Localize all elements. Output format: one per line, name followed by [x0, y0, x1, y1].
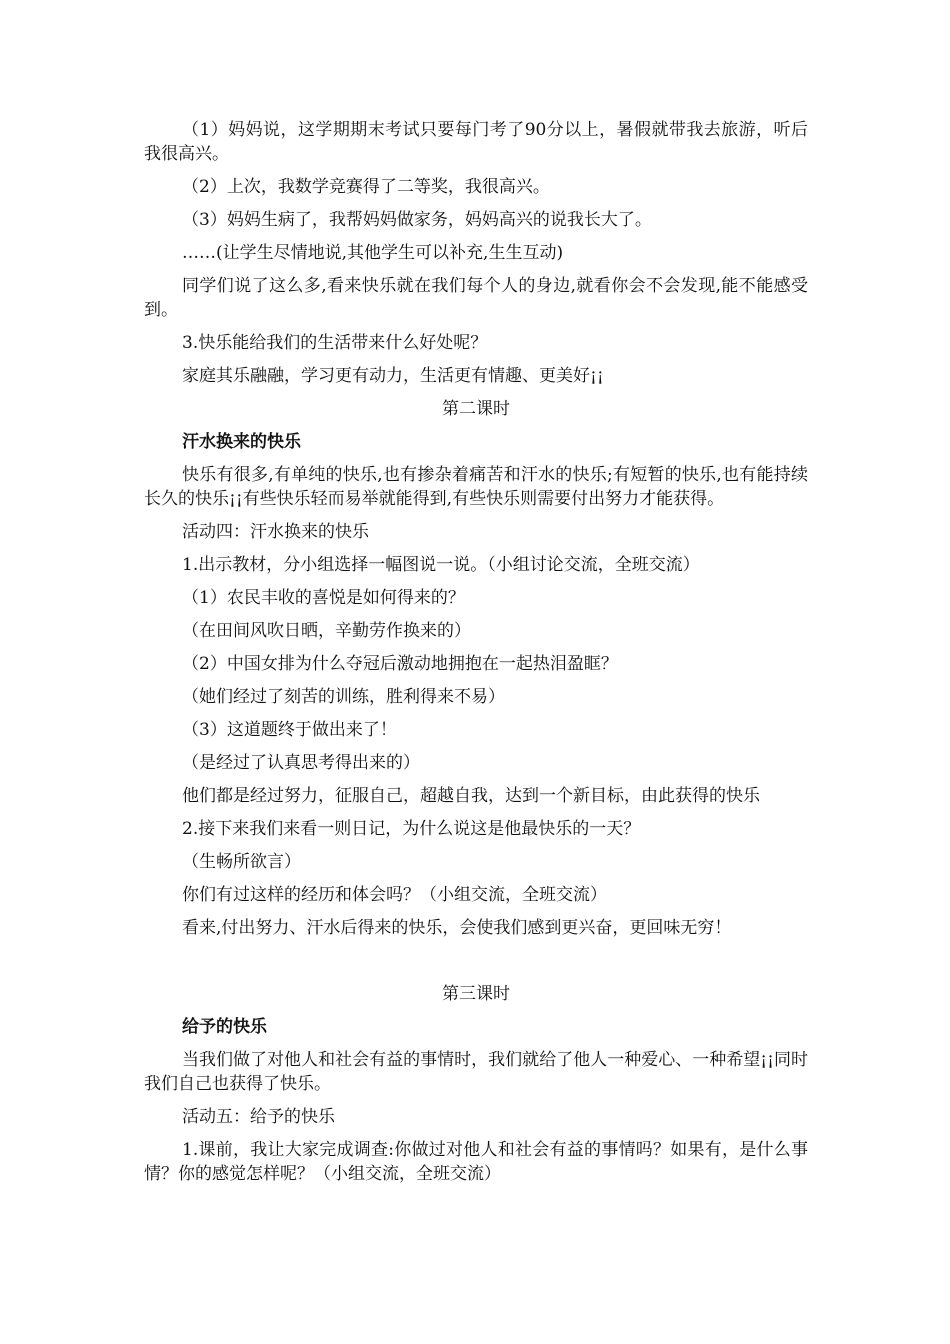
lesson-heading-2: 第二课时	[442, 399, 510, 419]
paragraph: （1）妈妈说，这学期期末考试只要每门考了90分以上，暑假就带我去旅游，听后我很高兴。	[144, 120, 808, 164]
paragraph: 2.接下来我们来看一则日记，为什么说这是他最快乐的一天？	[182, 819, 641, 839]
blank-line	[144, 949, 808, 982]
paragraph: ……(让学生尽情地说,其他学生可以补充,生生互动)	[182, 243, 564, 263]
section-title: 汗水换来的快乐	[182, 432, 301, 452]
paragraph: 你们有过这样的经历和体会吗？（小组交流，全班交流）	[182, 885, 607, 905]
paragraph: 活动四：汗水换来的快乐	[182, 522, 369, 542]
paragraph: （在田间风吹日晒，辛勤劳作换来的）	[182, 621, 471, 641]
paragraph: （2）上次，我数学竞赛得了二等奖，我很高兴。	[182, 177, 550, 197]
paragraph: 1.课前，我让大家完成调查:你做过对他人和社会有益的事情吗？如果有，是什么事情？你的感觉怎样呢？（小组交流，全班交流）	[144, 1140, 808, 1184]
section-title: 给予的快乐	[182, 1017, 267, 1037]
paragraph: 活动五：给予的快乐	[182, 1107, 335, 1127]
paragraph: 快乐有很多,有单纯的快乐,也有掺杂着痛苦和汗水的快乐;有短暂的快乐,也有能持续长久的快乐¡¡有些快乐轻而易举就能得到,有些快乐则需要付出努力才能获得。	[144, 465, 808, 509]
paragraph: 同学们说了这么多,看来快乐就在我们每个人的身边,就看你会不会发现,能不能感受到。	[144, 276, 808, 320]
document-page	[144, 118, 808, 1195]
paragraph: （生畅所欲言）	[182, 852, 301, 872]
paragraph: （3）这道题终于做出来了！	[182, 720, 397, 740]
paragraph: 1.出示教材，分小组选择一幅图说一说。（小组讨论交流，全班交流）	[182, 555, 700, 575]
paragraph: 当我们做了对他人和社会有益的事情时，我们就给了他人一种爱心、一种希望¡¡同时我们自己也获得了快乐。	[144, 1050, 808, 1094]
paragraph: （1）农民丰收的喜悦是如何得来的？	[182, 588, 465, 608]
paragraph: 看来,付出努力、汗水后得来的快乐，会使我们感到更兴奋，更回味无穷！	[182, 918, 732, 938]
paragraph: （3）妈妈生病了，我帮妈妈做家务，妈妈高兴的说我长大了。	[182, 210, 652, 230]
lesson-heading-3: 第三课时	[442, 984, 510, 1004]
paragraph: （2）中国女排为什么夺冠后激动地拥抱在一起热泪盈眶？	[182, 654, 618, 674]
paragraph: 3.快乐能给我们的生活带来什么好处呢？	[182, 333, 488, 353]
paragraph: 他们都是经过努力，征服自己，超越自我，达到一个新目标，由此获得的快乐	[182, 786, 760, 806]
paragraph: （她们经过了刻苦的训练，胜利得来不易）	[182, 687, 505, 707]
paragraph: （是经过了认真思考得出来的）	[182, 753, 420, 773]
paragraph: 家庭其乐融融，学习更有动力，生活更有情趣、更美好¡¡	[182, 366, 604, 386]
